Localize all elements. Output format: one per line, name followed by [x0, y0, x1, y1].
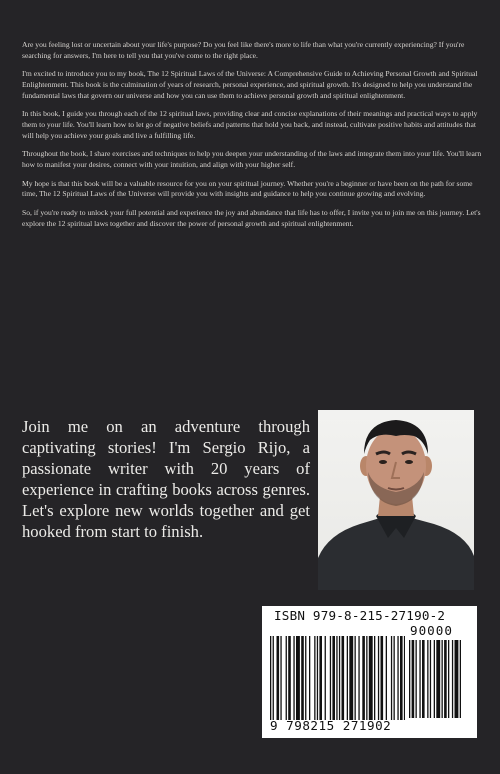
- barcode-bar: [317, 636, 318, 720]
- description-paragraph: Are you feeling lost or uncertain about your life's purpose? Do you feel like there's more to life than what you're currently experiencing? If you're searching for answers, I'm here to tell you that you've come to the right place.: [22, 40, 465, 60]
- isbn-label: ISBN 979-8-215-27190-2: [274, 608, 446, 623]
- barcode-bar: [314, 636, 315, 720]
- barcode-bar: [288, 636, 291, 720]
- barcode-bar: [277, 636, 280, 720]
- barcode-bar: [444, 640, 447, 718]
- barcode-bar: [374, 636, 375, 720]
- barcode-bar: [397, 636, 398, 720]
- description-paragraph: I'm excited to introduce you to my book, The 12 Spiritual Laws of the Universe: A Comprehensive Guide to Achieving Personal Growth and Spiritual Enlightenment. This book is the culmination of years of research, personal experience, and spiritual growth. It's designed to help you understand the fundamental laws that govern our universe and how you can use them to achieve personal growth and spiritual enlightenment.: [22, 69, 478, 100]
- barcode-bar: [448, 640, 449, 718]
- barcode-bar: [452, 640, 453, 718]
- barcode-bar: [427, 640, 428, 718]
- barcode-bar: [460, 640, 461, 718]
- barcode-bar: [296, 636, 300, 720]
- description-paragraph: Throughout the book, I share exercises and techniques to help you deepen your understanding of the laws and integrate them into your life. You'll learn how to manifest your desires, connect with your intuition, and align with your higher self.: [22, 149, 482, 169]
- barcode-bar: [342, 636, 345, 720]
- barcode-bar: [434, 640, 435, 718]
- barcode-bar: [362, 636, 365, 720]
- isbn-barcode: [262, 606, 477, 738]
- barcode-bar: [409, 640, 410, 718]
- barcode-digits: 9 798215 271902: [270, 718, 392, 733]
- barcode-bar: [332, 636, 335, 720]
- price-code: 90000: [410, 623, 453, 638]
- barcode-bar: [391, 636, 392, 720]
- barcode-bar: [325, 636, 326, 720]
- barcode-bar: [301, 636, 304, 720]
- description-paragraph: My hope is that this book will be a valuable resource for you on your spiritual journey. Whether you're a beginner or have been on the path for some time, The 12 Spiritual Laws of the Universe will provide you with insights and guidance to help you continue growing and evolving.: [22, 178, 473, 199]
- barcode-bar: [349, 636, 353, 720]
- barcode-bar: [270, 636, 271, 720]
- barcode-bar: [369, 636, 373, 720]
- barcode-bar: [436, 640, 440, 718]
- description-paragraph: So, if you're ready to unlock your full potential and experience the joy and abundance that life has to offer, I invite you to join me on this journey. Let's explore the 12 spiritual laws together and discover the power of personal growth and spiritual enlightenment.: [22, 208, 481, 228]
- addon-barcode-bars: [409, 640, 465, 718]
- barcode-bar: [442, 640, 443, 718]
- barcode-bar: [280, 636, 281, 720]
- barcode-bar: [286, 636, 287, 720]
- barcode-bar: [273, 636, 274, 720]
- barcode-bars: [270, 636, 405, 720]
- author-bio: Join me on an adventure through captivating stories! I'm Sergio Rijo, a passionate writer with 20 years of experience in crafting books across genres. Let's explore new worlds together and get hooked from start to finish.: [22, 417, 310, 541]
- barcode-bar: [355, 636, 356, 720]
- book-description: [22, 40, 482, 237]
- barcode-bar: [412, 640, 415, 718]
- barcode-bar: [293, 636, 294, 720]
- barcode-bar: [386, 636, 387, 720]
- barcode-bar: [419, 640, 420, 718]
- barcode-bar: [309, 636, 310, 720]
- barcode-bar: [330, 636, 331, 720]
- barcode-bar: [305, 636, 306, 720]
- description-paragraph: In this book, I guide you through each of the 12 spiritual laws, providing clear and concise explanations of their meanings and practical ways to apply them to your life. You'll learn how to let go of negative beliefs and patterns that hold you back, and instead, cultivate positive habits and attitudes that will help you achieve your goals and live a fulfilling life.: [22, 109, 478, 140]
- barcode-bar: [336, 636, 337, 720]
- barcode-bar: [347, 636, 348, 720]
- barcode-bar: [339, 636, 340, 720]
- barcode-bar: [378, 636, 379, 720]
- barcode-bar: [455, 640, 459, 718]
- barcode-bar: [319, 636, 322, 720]
- barcode-bar: [422, 640, 425, 718]
- author-photo: [318, 410, 474, 590]
- barcode-bar: [404, 636, 405, 720]
- barcode-bar: [366, 636, 367, 720]
- barcode-bar: [430, 640, 431, 718]
- barcode-bar: [400, 636, 403, 720]
- barcode-bar: [394, 636, 395, 720]
- barcode-bar: [381, 636, 384, 720]
- barcode-bar: [358, 636, 359, 720]
- barcode-bar: [416, 640, 417, 718]
